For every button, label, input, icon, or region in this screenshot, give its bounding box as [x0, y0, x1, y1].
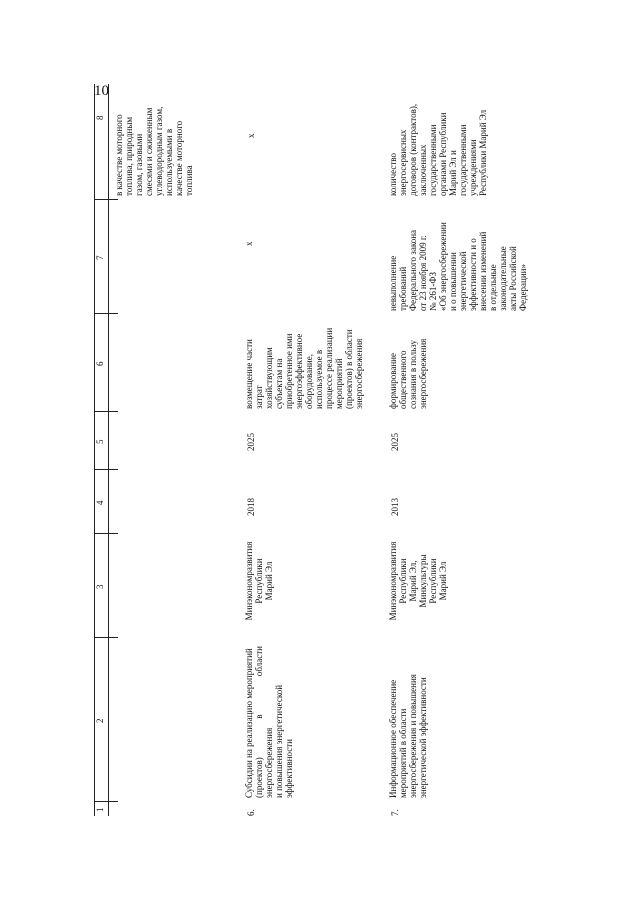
column-number: 5: [95, 439, 105, 444]
column-number: 7: [95, 255, 105, 260]
row-end-year: 2025: [246, 433, 256, 451]
row-result: формирование общественного сознания в пользу энергосбережения: [388, 338, 428, 409]
column-number: 2: [95, 718, 105, 723]
column-number: 8: [95, 115, 105, 120]
row-consequence: х: [244, 241, 254, 246]
row-executor: Минэкономразвития Республики Марий Эл, Минкультуры Республики Марий Эл: [388, 541, 448, 621]
row-start-year: 2018: [246, 498, 256, 516]
row-consequence: невыполнение требований Федерального закона от 23 ноября 2009 г. № 261-ФЗ «Об энергосбережении и о повышении энергетической эффективности и о внесении изменений в отдельные законодательные акты Российской Федерации»: [388, 222, 528, 311]
column-divider: [94, 199, 118, 200]
page-number: 10: [94, 83, 109, 99]
row-executor: Минэкономразвития Республики Марий Эл: [244, 541, 274, 621]
table-rule-top: [94, 84, 95, 816]
column-number: 1: [95, 807, 105, 812]
rotated-table: [94, 84, 542, 816]
row-start-year: 2013: [390, 498, 400, 516]
row-number: 7.: [390, 809, 400, 816]
row-name: Субсидии на реализацию мероприятий (проектов) в области энергосбережения и повышения энергетической эффективности: [244, 646, 294, 798]
column-divider: [94, 801, 118, 802]
table-rule-header: [108, 84, 109, 816]
column-divider: [94, 469, 118, 470]
column-divider: [94, 313, 118, 314]
column-divider: [94, 637, 118, 638]
row-indicator: количество энергосервисных договоров (контрактов), заключенных государственными органами Республики Марий Эл и государственными учреждениями Республики Марий Эл: [388, 103, 488, 196]
row-result: возмещение части затрат хозяйствующим субъектам на приобретенное ими энергоэффективное оборудование, используемое в процессе реализации мероприятий (проектов) в области энергосбережения: [244, 327, 364, 409]
continuation-cell: в качестве моторного топлива, природным газом, газовыми смесями и сжиженным углеводородным газом, используемыми в качестве моторного топлива: [114, 106, 194, 196]
column-number: 6: [95, 361, 105, 366]
column-number: 4: [95, 500, 105, 505]
row-end-year: 2025: [390, 433, 400, 451]
row-number: 6.: [246, 809, 256, 816]
row-name: Информационное обеспечение мероприятий в области энергосбережения и повышения энергетической эффективности: [388, 674, 428, 798]
column-divider: [94, 411, 118, 412]
column-divider: [94, 533, 118, 534]
row-indicator: х: [246, 133, 256, 138]
column-number: 3: [95, 584, 105, 589]
